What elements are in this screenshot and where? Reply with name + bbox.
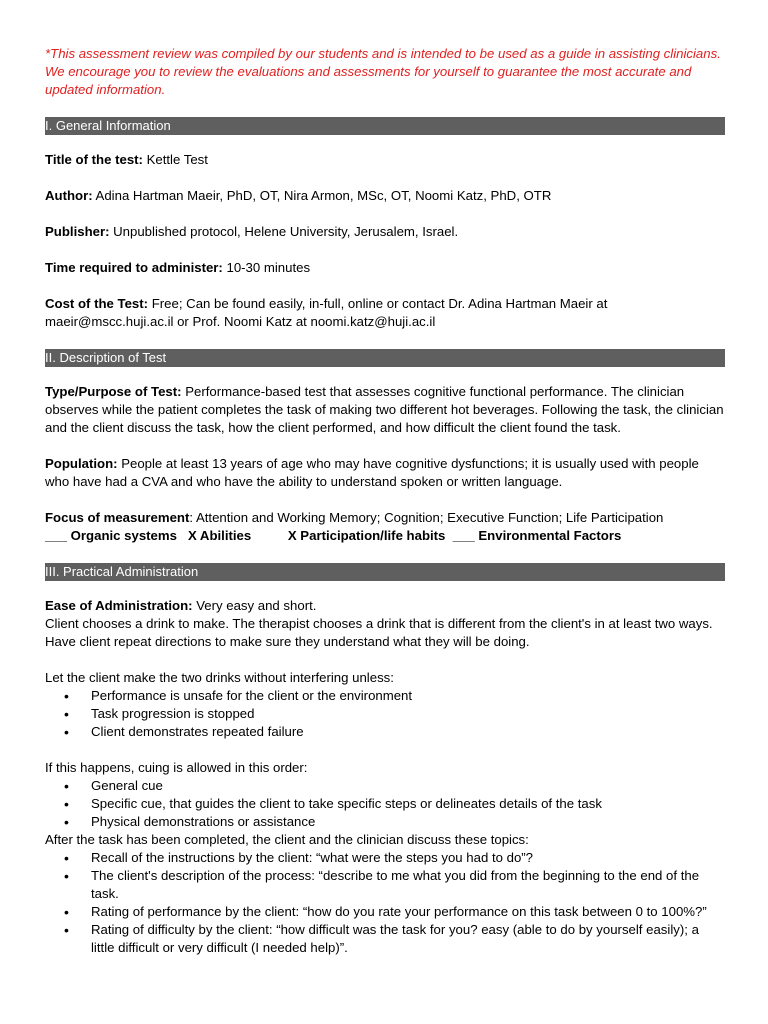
- field-value: Performance-based test that assesses cognitive functional performance. The clinician observes while the patient completes the task of making two different hot beverages. Following the task, the clinician and the client discuss the task, how the client performed, and how difficult the client found the task.: [45, 384, 724, 435]
- list-item: [45, 867, 725, 903]
- field-publisher: [45, 223, 725, 241]
- bullet-icon: •: [64, 724, 69, 740]
- field-value: People at least 13 years of age who may have cognitive dysfunctions; it is usually used with people who have had a CVA and who have the ability to understand spoken or written language.: [45, 456, 699, 489]
- list-item-text: Physical demonstrations or assistance: [91, 814, 316, 829]
- list-item-text: The client's description of the process: “describe to me what you did from the beginning to the end of the task.: [91, 868, 700, 901]
- focus-checklist: ___ Organic systems X Abilities X Participation/life habits ___ Environmental Factors: [45, 528, 622, 543]
- section-header-label: III. Practical Administration: [45, 564, 199, 579]
- bullet-icon: •: [64, 850, 69, 866]
- list-item-text: Rating of difficulty by the client: “how difficult was the task for you? easy (able to do by yourself easily); a little difficult or very difficult (I needed help)”.: [91, 922, 699, 955]
- page-content: [45, 45, 725, 957]
- bullet-icon: •: [64, 868, 69, 884]
- after-intro: After the task has been completed, the client and the clinician discuss these topics:: [45, 832, 529, 847]
- field-value: Adina Hartman Maeir, PhD, OT, Nira Armon, MSc, OT, Noomi Katz, PhD, OTR: [92, 188, 552, 203]
- list-item: [45, 777, 725, 795]
- field-label: Population:: [45, 456, 118, 471]
- after-list: [45, 849, 725, 957]
- field-label: Time required to administer:: [45, 260, 223, 275]
- list-item: [45, 849, 725, 867]
- bullet-icon: •: [64, 922, 69, 938]
- disclaimer-text: *This assessment review was compiled by our students and is intended to be used as a guide in assisting clinicians. We encourage you to review the evaluations and assessments for yourself to guarantee the most accurate and updated information.: [45, 46, 721, 97]
- field-population: [45, 455, 725, 491]
- cue-intro: If this happens, cuing is allowed in this order:: [45, 760, 308, 775]
- let-list: [45, 687, 725, 741]
- field-ease: [45, 597, 725, 615]
- field-label: Cost of the Test:: [45, 296, 149, 311]
- bullet-icon: •: [64, 778, 69, 794]
- field-value: Unpublished protocol, Helene University, Jerusalem, Israel.: [109, 224, 459, 239]
- ease-description: Client chooses a drink to make. The therapist chooses a drink that is different from the client's in at least two ways. Have client repeat directions to make sure they understand what they will be doing.: [45, 616, 713, 649]
- field-value: : Attention and Working Memory; Cognition; Executive Function; Life Participation: [189, 510, 664, 525]
- section-header-practical: [45, 563, 725, 581]
- list-item: [45, 813, 725, 831]
- bullet-icon: •: [64, 796, 69, 812]
- bullet-icon: •: [64, 688, 69, 704]
- field-value: Kettle Test: [142, 152, 208, 167]
- field-cost: [45, 295, 725, 331]
- list-item-text: Task progression is stopped: [91, 706, 255, 721]
- list-item: [45, 795, 725, 813]
- section-header-description: [45, 349, 725, 367]
- list-item-text: Specific cue, that guides the client to take specific steps or delineates details of the task: [91, 796, 602, 811]
- field-value: Free; Can be found easily, in-full, online or contact Dr. Adina Hartman Maeir at maeir@mscc.huji.ac.il or Prof. Noomi Katz at noomi.katz@huji.ac.il: [45, 296, 608, 329]
- list-item-text: Recall of the instructions by the client: “what were the steps you had to do”?: [91, 850, 534, 865]
- field-label: Publisher:: [45, 224, 110, 239]
- let-intro: Let the client make the two drinks without interfering unless:: [45, 670, 394, 685]
- field-type-purpose: [45, 383, 725, 437]
- field-label: Focus of measurement: [45, 510, 190, 525]
- field-title: [45, 151, 725, 169]
- list-item: [45, 687, 725, 705]
- field-value: Very easy and short.: [192, 598, 317, 613]
- list-item-text: General cue: [91, 778, 163, 793]
- field-focus: [45, 509, 725, 527]
- list-item: [45, 903, 725, 921]
- section-header-general: [45, 117, 725, 135]
- list-item-text: Performance is unsafe for the client or the environment: [91, 688, 413, 703]
- cue-list: [45, 777, 725, 831]
- bullet-icon: •: [64, 814, 69, 830]
- field-label: Author:: [45, 188, 93, 203]
- field-label: Type/Purpose of Test:: [45, 384, 182, 399]
- list-item-text: Client demonstrates repeated failure: [91, 724, 304, 739]
- section-header-label: I. General Information: [45, 118, 171, 133]
- field-value: 10-30 minutes: [222, 260, 311, 275]
- field-author: [45, 187, 725, 205]
- field-label: Title of the test:: [45, 152, 143, 167]
- bullet-icon: •: [64, 706, 69, 722]
- field-time: [45, 259, 725, 277]
- list-item: [45, 723, 725, 741]
- list-item: [45, 921, 725, 957]
- bullet-icon: •: [64, 904, 69, 920]
- section-header-label: II. Description of Test: [45, 350, 167, 365]
- list-item: [45, 705, 725, 723]
- field-label: Ease of Administration:: [45, 598, 193, 613]
- list-item-text: Rating of performance by the client: “how do you rate your performance on this task between 0 to 100%?”: [91, 904, 707, 919]
